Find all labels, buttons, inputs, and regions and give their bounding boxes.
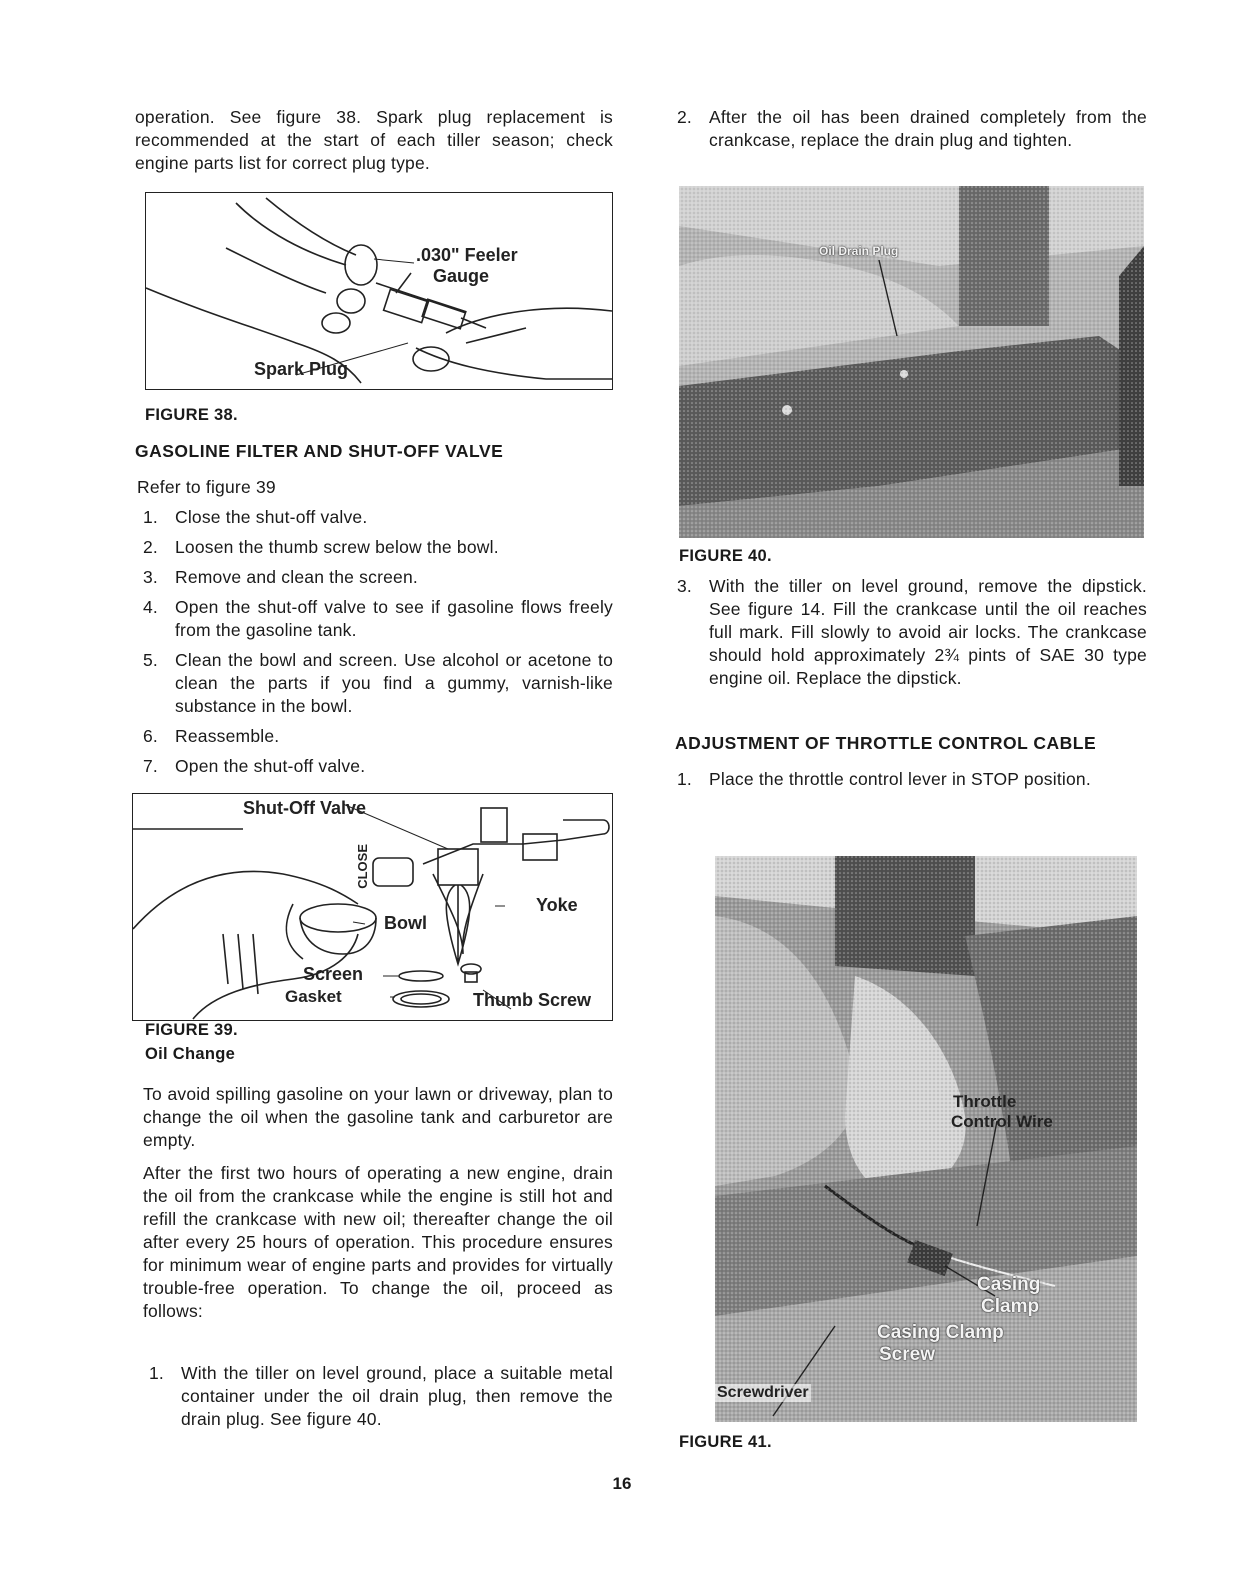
spark-plug-callout: Spark Plug — [254, 359, 349, 379]
screen-callout: Screen — [303, 964, 364, 984]
casing-clamp-callout-line2: Clamp — [981, 1296, 1040, 1317]
casing-clamp-screw-callout-line2: Screw — [879, 1344, 935, 1365]
shut-off-valve-callout: Shut-Off Valve — [243, 798, 367, 818]
step-item: 2. Loosen the thumb screw below the bowl. — [143, 537, 499, 557]
figure-38-illustration — [145, 192, 613, 390]
oil-change-steps — [143, 1362, 613, 1431]
step-item: 1. Close the shut-off valve. — [143, 507, 368, 527]
refer-figure-39: Refer to figure 39 — [137, 477, 276, 497]
throttle-cable-heading: ADJUSTMENT OF THROTTLE CONTROL CABLE — [675, 733, 1097, 753]
step-item: 4. Open the shut-off valve to see if gasoline flows freely from the gasoline tank. — [143, 597, 613, 640]
screwdriver-callout: Screwdriver — [717, 1384, 809, 1401]
feeler-gauge-callout-line1: .030" Feeler — [416, 245, 518, 265]
figure-41-label: FIGURE 41. — [679, 1433, 772, 1451]
throttle-wire-callout-line1: Throttle — [953, 1092, 1017, 1111]
feeler-gauge-callout-line2: Gauge — [433, 266, 490, 286]
yoke-callout: Yoke — [536, 895, 578, 915]
figure-39-label: FIGURE 39. — [145, 1021, 238, 1039]
close-direction-callout: CLOSE — [355, 844, 370, 889]
throttle-steps — [671, 768, 1147, 791]
figure-38-label: FIGURE 38. — [145, 406, 238, 424]
intro-paragraph: operation. See figure 38. Spark plug replacement is recommended at the start of each tiller season; check engine parts list for correct plug type. — [135, 107, 613, 173]
step-item: 1. With the tiller on level ground, place a suitable metal container under the oil drain plug, then remove the drain plug. See figure 40. — [149, 1363, 613, 1429]
oil-change-heading: Oil Change — [145, 1045, 236, 1063]
casing-clamp-screw-callout-line1: Casing Clamp — [877, 1322, 1004, 1343]
step-item: 6. Reassemble. — [143, 726, 280, 746]
gasoline-filter-steps — [137, 506, 613, 778]
oil-change-para1: To avoid spilling gasoline on your lawn or driveway, plan to change the oil when the gasoline tank and carburetor are empty. — [143, 1084, 613, 1150]
step-item: 3. With the tiller on level ground, remove the dipstick. See figure 14. Fill the crankcase until the oil reaches full mark. Fill slowly to avoid air locks. The crankcase should hold approximately 2¾ pints of SAE 30 type engine oil. Replace the dipstick. — [677, 576, 1147, 688]
bowl-callout: Bowl — [384, 913, 427, 933]
oil-drain-plug-callout: Oil Drain Plug — [819, 244, 899, 258]
casing-clamp-callout-line1: Casing — [977, 1274, 1041, 1295]
figure-40-photo — [679, 186, 1144, 538]
page-number: 16 — [612, 1474, 632, 1493]
oil-change-para2: After the first two hours of operating a new engine, drain the oil from the crankcase while the engine is still hot and refill the crankcase with new oil; thereafter change the oil after every 25 hours of operation. This procedure ensures for minimum wear of engine parts and provides for virtually trouble-free operation. To change the oil, proceed as follows: — [143, 1163, 613, 1321]
gasoline-filter-heading: GASOLINE FILTER AND SHUT-OFF VALVE — [135, 441, 504, 461]
gasket-callout: Gasket — [285, 987, 342, 1006]
step-item: 5. Clean the bowl and screen. Use alcohol or acetone to clean the parts if you find a gummy, varnish-like substance in the bowl. — [143, 650, 613, 716]
step-item: 7. Open the shut-off valve. — [143, 756, 366, 776]
step-item: 1. Place the throttle control lever in STOP position. — [677, 769, 1091, 789]
step-item: 2. After the oil has been drained completely from the crankcase, replace the drain plug and tighten. — [677, 107, 1147, 150]
figure-39-illustration — [132, 793, 613, 1021]
oil-step-2 — [671, 106, 1147, 152]
figure-40-label: FIGURE 40. — [679, 547, 772, 565]
oil-step-3 — [671, 575, 1147, 690]
figure-41-photo — [715, 856, 1137, 1422]
throttle-wire-callout-line2: Control Wire — [951, 1112, 1053, 1131]
step-item: 3. Remove and clean the screen. — [143, 567, 418, 587]
thumb-screw-callout: Thumb Screw — [473, 990, 592, 1010]
